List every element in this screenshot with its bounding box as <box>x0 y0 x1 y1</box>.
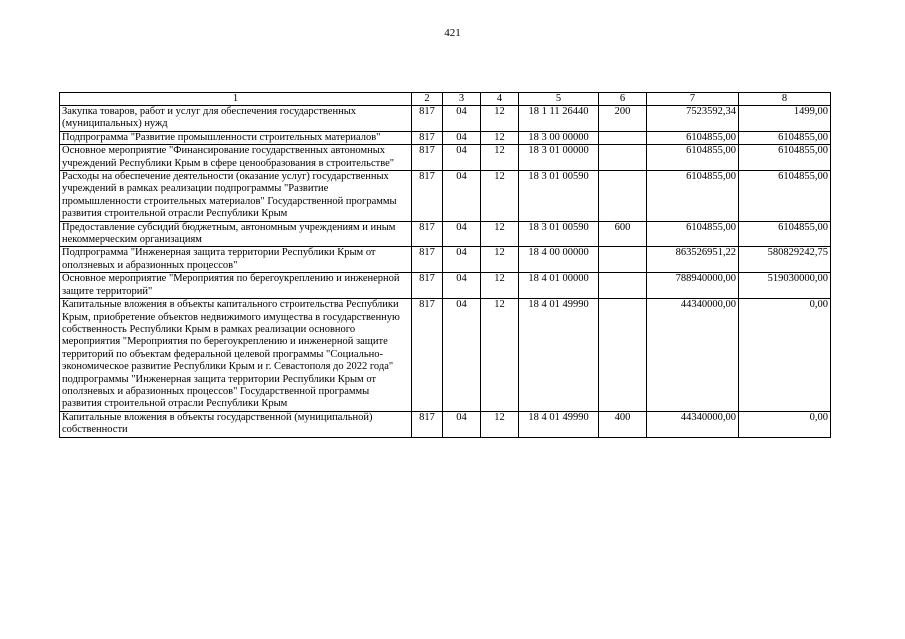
header-cell: 6 <box>599 93 647 106</box>
header-cell: 2 <box>412 93 443 106</box>
header-cell: 5 <box>519 93 599 106</box>
amount-col7-cell: 863526951,22 <box>647 247 739 273</box>
table-row <box>60 145 831 171</box>
expense-type-cell <box>599 131 647 144</box>
table-row <box>60 247 831 273</box>
expense-type-cell <box>599 145 647 171</box>
target-article-cell: 18 3 01 00590 <box>519 171 599 222</box>
ministry-code-cell: 817 <box>412 221 443 247</box>
ministry-code-cell: 817 <box>412 145 443 171</box>
expense-name-cell: Капитальные вложения в объекты капитального строительства Республики Крым, приобретение объектов недвижимого имущества в государственную собственность Республики Крым в рамках реализации основного мероприятия "Мероприятия по берегоукреплению и инженерной защите территорий по объектам федеральной целевой программы "Социально-экономическое развитие Республики Крым и г. Севастополя до 2022 года" подпрограммы "Инженерная защита территории Республики Крым от оползневых и абразионных процессов" Государственной программы развития строительной отрасли Республики Крым <box>60 299 412 412</box>
section-code-cell: 04 <box>443 299 481 412</box>
budget-table <box>59 92 831 438</box>
section-code-cell: 04 <box>443 145 481 171</box>
expense-name-cell: Закупка товаров, работ и услуг для обеспечения государственных (муниципальных) нужд <box>60 106 412 132</box>
section-code-cell: 04 <box>443 247 481 273</box>
table-row <box>60 299 831 412</box>
target-article-cell: 18 3 01 00000 <box>519 145 599 171</box>
expense-type-cell <box>599 247 647 273</box>
target-article-cell: 18 4 01 00000 <box>519 273 599 299</box>
amount-col8-cell: 519030000,00 <box>739 273 831 299</box>
amount-col8-cell: 6104855,00 <box>739 145 831 171</box>
amount-col7-cell: 6104855,00 <box>647 131 739 144</box>
expense-name-cell: Подпрограмма "Развитие промышленности строительных материалов" <box>60 131 412 144</box>
expense-type-cell <box>599 299 647 412</box>
subsection-code-cell: 12 <box>481 106 519 132</box>
ministry-code-cell: 817 <box>412 106 443 132</box>
subsection-code-cell: 12 <box>481 131 519 144</box>
subsection-code-cell: 12 <box>481 171 519 222</box>
subsection-code-cell: 12 <box>481 299 519 412</box>
section-code-cell: 04 <box>443 171 481 222</box>
table-row <box>60 411 831 437</box>
section-code-cell: 04 <box>443 131 481 144</box>
expense-name-cell: Расходы на обеспечение деятельности (оказание услуг) государственных учреждений в рамках реализации подпрограммы "Развитие промышленности строительных материалов" Государственной программы развития строительной отрасли Республики Крым <box>60 171 412 222</box>
subsection-code-cell: 12 <box>481 273 519 299</box>
amount-col7-cell: 788940000,00 <box>647 273 739 299</box>
amount-col7-cell: 6104855,00 <box>647 145 739 171</box>
header-cell: 4 <box>481 93 519 106</box>
ministry-code-cell: 817 <box>412 273 443 299</box>
ministry-code-cell: 817 <box>412 411 443 437</box>
header-row <box>60 93 831 106</box>
target-article-cell: 18 4 01 49990 <box>519 299 599 412</box>
target-article-cell: 18 3 00 00000 <box>519 131 599 144</box>
amount-col8-cell: 6104855,00 <box>739 131 831 144</box>
target-article-cell: 18 3 01 00590 <box>519 221 599 247</box>
section-code-cell: 04 <box>443 273 481 299</box>
expense-name-cell: Подпрограмма "Инженерная защита территории Республики Крым от оползневых и абразионных процессов" <box>60 247 412 273</box>
amount-col8-cell: 0,00 <box>739 411 831 437</box>
section-code-cell: 04 <box>443 221 481 247</box>
target-article-cell: 18 4 01 49990 <box>519 411 599 437</box>
table-row <box>60 131 831 144</box>
table-row <box>60 106 831 132</box>
subsection-code-cell: 12 <box>481 221 519 247</box>
section-code-cell: 04 <box>443 411 481 437</box>
header-cell: 7 <box>647 93 739 106</box>
expense-name-cell: Капитальные вложения в объекты государственной (муниципальной) собственности <box>60 411 412 437</box>
table-row <box>60 221 831 247</box>
target-article-cell: 18 1 11 26440 <box>519 106 599 132</box>
expense-type-cell: 400 <box>599 411 647 437</box>
amount-col7-cell: 6104855,00 <box>647 171 739 222</box>
header-cell: 3 <box>443 93 481 106</box>
subsection-code-cell: 12 <box>481 145 519 171</box>
amount-col8-cell: 580829242,75 <box>739 247 831 273</box>
amount-col8-cell: 1499,00 <box>739 106 831 132</box>
subsection-code-cell: 12 <box>481 247 519 273</box>
expense-name-cell: Основное мероприятие "Мероприятия по берегоукреплению и инженерной защите территорий" <box>60 273 412 299</box>
table-row <box>60 171 831 222</box>
expense-type-cell <box>599 273 647 299</box>
target-article-cell: 18 4 00 00000 <box>519 247 599 273</box>
amount-col7-cell: 7523592,34 <box>647 106 739 132</box>
amount-col7-cell: 6104855,00 <box>647 221 739 247</box>
amount-col8-cell: 6104855,00 <box>739 171 831 222</box>
header-cell: 1 <box>60 93 412 106</box>
expense-name-cell: Предоставление субсидий бюджетным, автономным учреждениям и иным некоммерческим организациям <box>60 221 412 247</box>
ministry-code-cell: 817 <box>412 247 443 273</box>
expense-type-cell <box>599 171 647 222</box>
expense-name-cell: Основное мероприятие "Финансирование государственных автономных учреждений Республики Крым в сфере ценообразования в строительстве" <box>60 145 412 171</box>
page-number: 421 <box>444 27 461 39</box>
amount-col8-cell: 0,00 <box>739 299 831 412</box>
header-cell: 8 <box>739 93 831 106</box>
expense-type-cell: 200 <box>599 106 647 132</box>
amount-col7-cell: 44340000,00 <box>647 299 739 412</box>
table-row <box>60 273 831 299</box>
ministry-code-cell: 817 <box>412 131 443 144</box>
amount-col7-cell: 44340000,00 <box>647 411 739 437</box>
amount-col8-cell: 6104855,00 <box>739 221 831 247</box>
section-code-cell: 04 <box>443 106 481 132</box>
ministry-code-cell: 817 <box>412 299 443 412</box>
expense-type-cell: 600 <box>599 221 647 247</box>
ministry-code-cell: 817 <box>412 171 443 222</box>
subsection-code-cell: 12 <box>481 411 519 437</box>
